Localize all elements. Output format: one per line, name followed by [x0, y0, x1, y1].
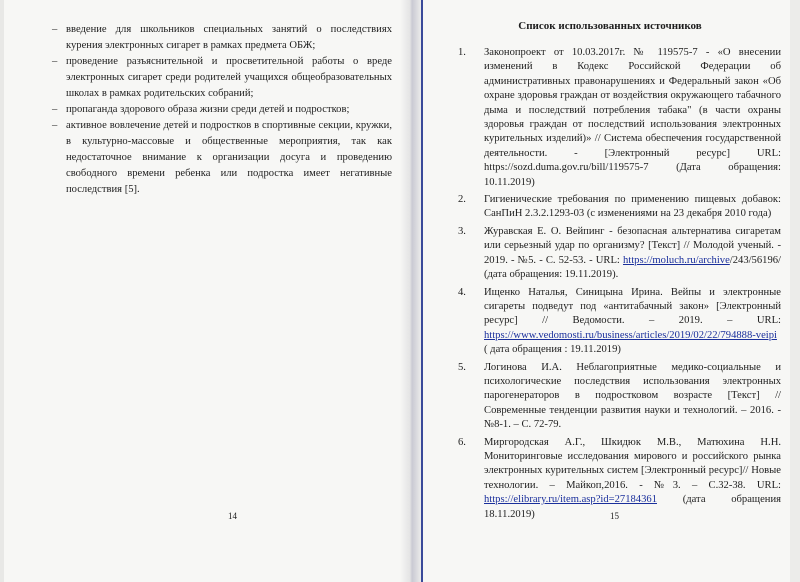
bullet-text: проведение разъяснительной и просветительной работы о вреде электронных сигарет среди родителей учащихся общеобразовательных школах в рамках родительских собраний;: [66, 56, 392, 99]
reference-text: Гигиенические требования по применению пищевых добавок: СанПиН 2.3.2.1293-03 (с изменениями на 23 декабря 2010 года): [484, 194, 781, 220]
reference-link[interactable]: https://www.vedomosti.ru/business/articles/2019/02/22/794888-veipi: [484, 329, 777, 341]
references-list: [440, 46, 781, 525]
reference-number: 6.: [458, 436, 466, 448]
reference-text: Ищенко Наталья, Синицына Ирина. Вейпы и электронные сигареты подведут под «антитабачный закон» [Электронный ресурс] // Ведомости. – 2019. – URL:: [484, 286, 781, 327]
bullet-item: [52, 22, 392, 54]
left-bullet-list: [52, 22, 392, 198]
reference-item: [440, 46, 781, 190]
reference-text: Логинова И.А. Неблагоприятные медико-социальные и психологические последствия использования электронных парогенераторов в подростковом возрасте [Текст] // Современные тенденции развития науки и технологий. – 2016. - №8-1. – С. 72-79.: [484, 361, 781, 431]
reference-link[interactable]: https://moluch.ru/archive: [622, 254, 730, 266]
reference-item: [440, 436, 781, 522]
reference-body: [484, 225, 781, 283]
left-page-edge: [0, 0, 4, 582]
dash-marker: –: [52, 104, 58, 115]
reference-body: [484, 436, 781, 522]
reference-item: [440, 193, 781, 222]
reference-number: 1.: [458, 47, 466, 58]
bullet-text: активное вовлечение детей и подростков в спортивные секции, кружки, в культурно-массовые и общественные мероприятия, так как недостаточное внимание к организации досуга и проведению свободного времени ребенка или подростка имеет негативные последствия [5].: [66, 120, 392, 195]
reference-item: [440, 361, 781, 433]
reference-text-tail: (дата обращения 18.11.2019): [484, 494, 781, 520]
reference-item: [440, 225, 781, 283]
reference-number: 5.: [458, 361, 466, 373]
reference-text: Миргородская А.Г., Шкидюк М.В., Матюхина Н.Н. Мониторинговые исследования мирового и российского рынка электронных курительных систем [Электронный ресурс]// Новые технологии. – Майкоп,2016. - №3. – С.32-38. URL:: [484, 436, 781, 491]
bullet-item: [52, 102, 392, 118]
bullet-text: введение для школьников специальных занятий о последствиях курения электронных сигарет в рамках предмета ОБЖ;: [66, 24, 392, 51]
dash-marker: –: [52, 24, 58, 35]
reference-text-tail: /243/56196/ (дата обращения: 19.11.2019).: [484, 254, 781, 281]
bullet-text: пропаганда здорового образа жизни среди детей и подростков;: [66, 104, 350, 115]
reference-text: Законопроект от 10.03.2017г. № 119575-7 - «О внесении изменений в Кодекс Российской Федерации об административных правонарушениях и Федеральный закон «Об охране здоровья граждан от воздействия окружающего табачного дыма и последствий потребления табака" (в части охраны здоровья граждан от последствий использования электронных курительных изделий)» // Система обеспечения государственной деятельности. - [Электронный ресурс] URL: https://sozd.duma.gov.ru/bill/119575-7 (Дата обращения: 10.11.2019): [484, 47, 781, 188]
page-number-right: 15: [610, 511, 619, 521]
reference-item: [440, 286, 781, 358]
dash-marker: –: [52, 120, 58, 131]
book-spine-shadow: [400, 0, 422, 582]
reference-text: Журавская Е. О. Вейпинг - безопасная альтернатива сигаретам или серьезный удар по организму? [Текст] // Молодой ученый. - 2019. - №5. - С. 52-53. - URL:: [484, 225, 781, 266]
page-number-left: 14: [228, 511, 237, 521]
reference-body: [484, 286, 781, 358]
bullet-item: [52, 118, 392, 198]
references-title: Список использованных источников: [518, 20, 702, 32]
reference-number: 4.: [458, 286, 466, 298]
right-page-edge: [790, 0, 800, 582]
dash-marker: –: [52, 56, 58, 67]
reference-text-tail: ( дата обращения : 19.11.2019): [484, 344, 621, 356]
reference-number: 2.: [458, 194, 466, 206]
reference-link[interactable]: https://elibrary.ru/item.asp?id=27184361: [484, 494, 657, 506]
bullet-item: [52, 54, 392, 102]
book-spine-line: [421, 0, 423, 582]
reference-number: 3.: [458, 225, 466, 237]
